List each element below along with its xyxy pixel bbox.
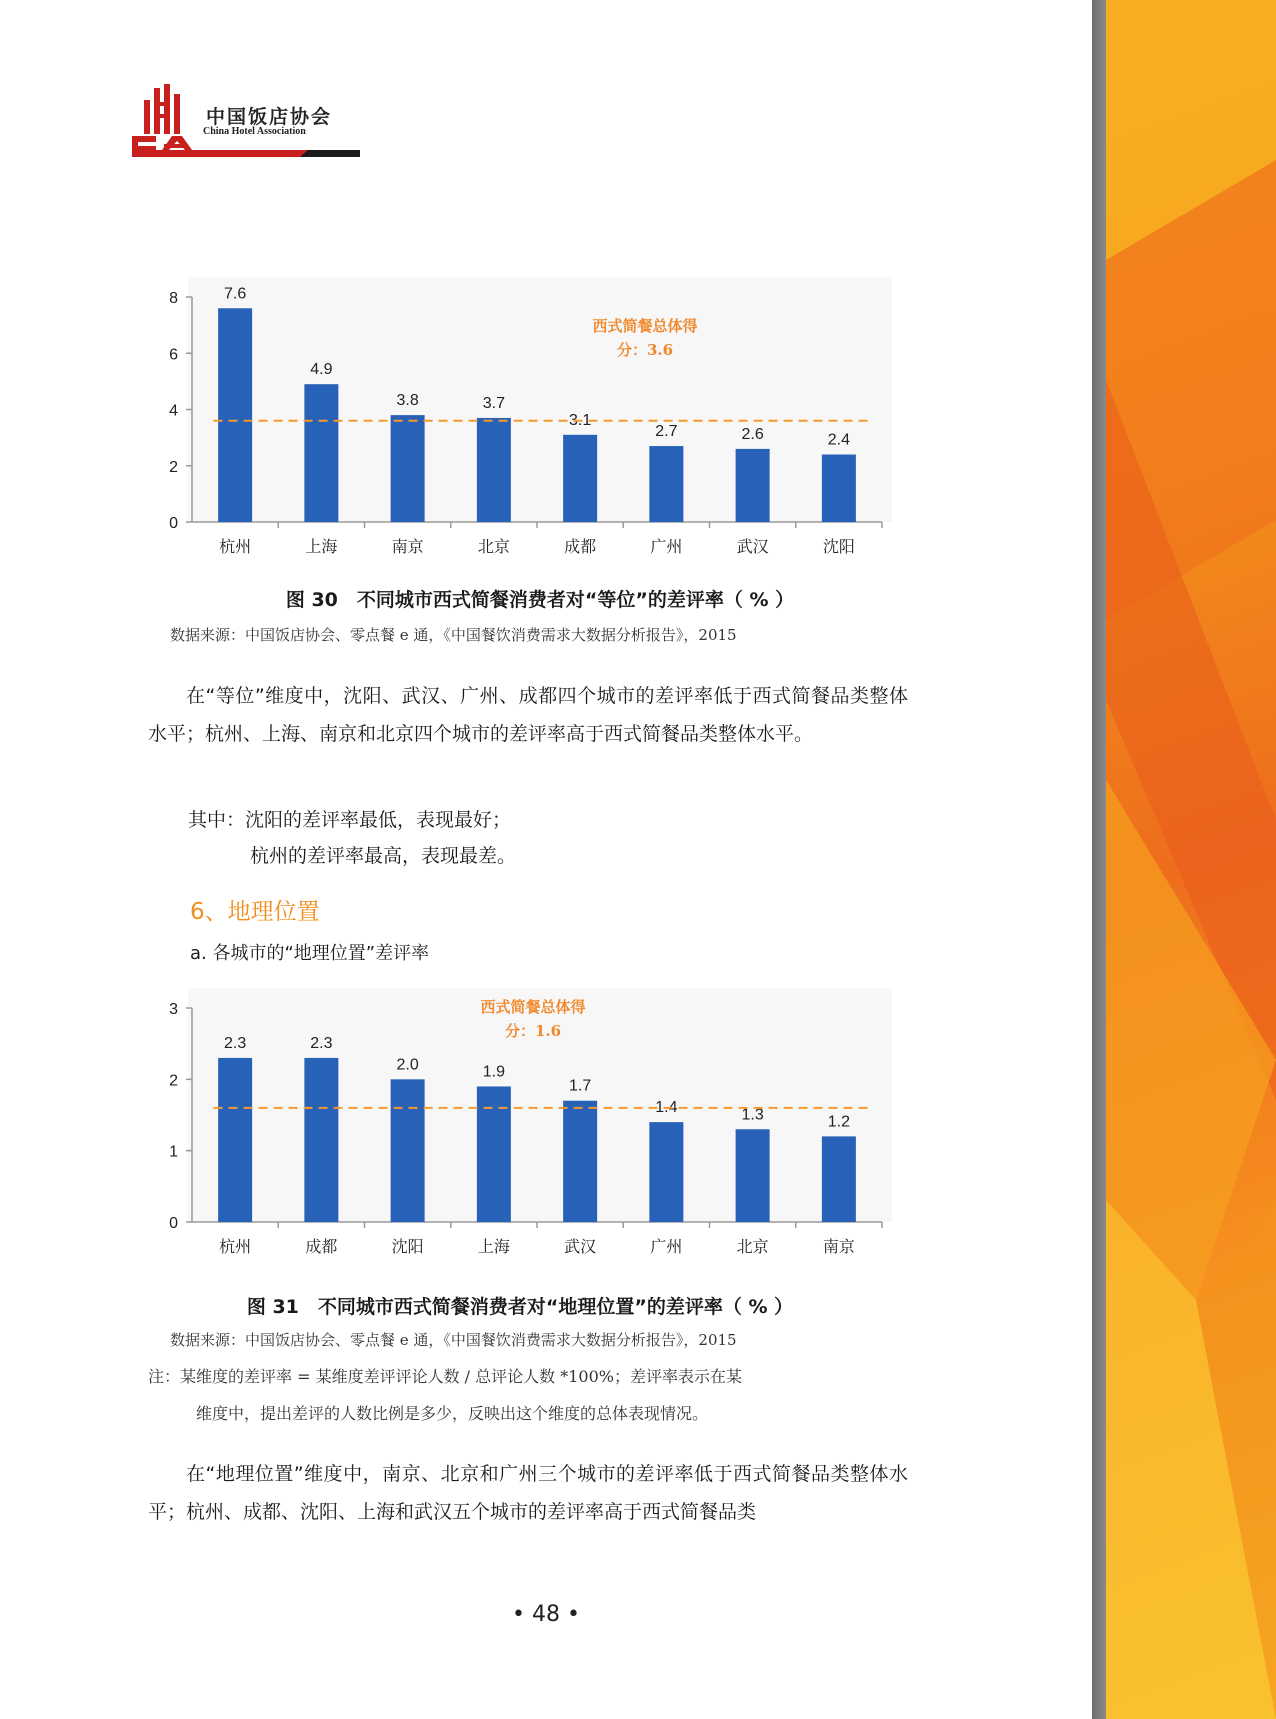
bar-沈阳	[391, 1079, 425, 1222]
bar-广州	[649, 1122, 683, 1222]
bar-杭州	[218, 1058, 252, 1222]
x-tick-label: 北京	[477, 537, 510, 556]
bar-南京	[391, 415, 425, 522]
y-tick-label: 2	[169, 1072, 178, 1090]
bar-沈阳	[822, 455, 856, 523]
section-heading: 6、地理位置	[190, 899, 320, 925]
data-label: 2.4	[827, 431, 850, 449]
side-orange-decoration	[1106, 0, 1276, 1719]
bar-上海	[477, 1086, 511, 1222]
y-tick-label: 6	[169, 346, 178, 364]
figure-30-bar-chart	[140, 275, 900, 565]
x-tick-label: 杭州	[219, 1237, 252, 1256]
bar-北京	[736, 1129, 770, 1222]
bar-武汉	[563, 1101, 597, 1222]
org-name-en: China Hotel Association	[203, 126, 306, 137]
x-tick-label: 武汉	[736, 537, 769, 556]
figure-30-source: 数据来源：中国饭店协会、零点餐 e 通，《中国餐饮消费需求大数据分析报告》，2015	[170, 626, 737, 644]
data-label: 2.0	[396, 1056, 419, 1074]
page-number: • 48 •	[512, 1602, 580, 1627]
bar-广州	[649, 446, 683, 522]
decorative-shapes	[1106, 0, 1276, 1719]
annotation-line2: 分：1.6	[504, 1022, 562, 1040]
y-tick-label: 8	[169, 290, 178, 307]
x-tick-label: 武汉	[564, 1237, 597, 1256]
y-tick-label: 2	[169, 458, 178, 476]
figure-30-svg	[140, 275, 900, 565]
data-label: 1.3	[741, 1106, 764, 1124]
x-tick-label: 上海	[477, 1237, 510, 1256]
y-tick-label: 1	[169, 1143, 178, 1161]
header-red-bar	[132, 150, 308, 157]
paragraph-location: 在“地理位置”维度中，南京、北京和广州三个城市的差评率低于西式简餐品类整体水平；杭州、成都、沈阳、上海和武汉五个城市的差评率高于西式简餐品类	[148, 1463, 908, 1523]
x-tick-label: 广州	[650, 1237, 683, 1256]
data-label: 2.6	[741, 425, 764, 443]
annotation-line1: 西式简餐总体得	[480, 998, 586, 1016]
x-tick-label: 南京	[822, 1237, 855, 1256]
x-tick-label: 北京	[736, 1237, 769, 1256]
paragraph-worst-line: 杭州的差评率最高，表现最差。	[250, 845, 517, 867]
data-label: 4.9	[310, 361, 333, 379]
figure-31-note-line2: 维度中，提出差评的人数比例是多少，反映出这个维度的总体表现情况。	[196, 1404, 709, 1423]
paragraph-best-line: 其中：沈阳的差评率最低，表现最好；	[188, 809, 512, 831]
data-label: 7.6	[224, 285, 247, 303]
data-label: 2.3	[224, 1034, 247, 1052]
y-tick-label: 4	[169, 402, 178, 420]
bar-武汉	[736, 449, 770, 522]
data-label: 2.3	[310, 1034, 333, 1052]
annotation-line1: 西式简餐总体得	[592, 317, 698, 335]
x-tick-label: 沈阳	[822, 537, 855, 556]
header-black-bar	[300, 150, 360, 157]
x-tick-label: 成都	[564, 537, 597, 556]
section-subheading: a. 各城市的“地理位置”差评率	[190, 943, 430, 964]
bar-杭州	[218, 308, 252, 522]
x-tick-label: 上海	[305, 537, 338, 556]
data-label: 3.8	[396, 392, 419, 410]
x-tick-label: 沈阳	[391, 1237, 424, 1256]
x-tick-label: 广州	[650, 537, 683, 556]
bar-北京	[477, 418, 511, 522]
figure-31-source: 数据来源：中国饭店协会、零点餐 e 通，《中国餐饮消费需求大数据分析报告》，2015	[170, 1331, 737, 1349]
data-label: 1.2	[827, 1113, 850, 1131]
bar-成都	[563, 435, 597, 522]
figure-31-caption: 图 31 不同城市西式简餐消费者对“地理位置”的差评率（ % ）	[246, 1296, 794, 1318]
figure-30-caption: 图 30 不同城市西式简餐消费者对“等位”的差评率（ % ）	[285, 589, 795, 611]
y-tick-label: 3	[169, 1001, 178, 1018]
figure-31-note-line1: 注：某维度的差评率 = 某维度差评评论人数 / 总评论人数 *100%；差评率表示在某	[148, 1367, 742, 1386]
org-name-cn: 中国饭店协会	[206, 106, 333, 128]
x-tick-label: 成都	[305, 1237, 338, 1256]
data-label: 3.7	[482, 394, 505, 412]
bar-成都	[304, 1058, 338, 1222]
paragraph-waiting: 在“等位”维度中，沈阳、武汉、广州、成都四个城市的差评率低于西式简餐品类整体水平；杭州、上海、南京和北京四个城市的差评率高于西式简餐品类整体水平。	[148, 685, 908, 745]
bar-上海	[304, 384, 338, 522]
bar-南京	[822, 1136, 856, 1222]
side-gray-band	[1092, 0, 1106, 1719]
plot-background	[188, 277, 892, 522]
annotation-line2: 分：3.6	[616, 341, 674, 359]
x-tick-label: 南京	[391, 537, 424, 556]
data-label: 3.1	[569, 411, 592, 429]
x-tick-label: 杭州	[219, 537, 252, 556]
data-label: 1.7	[569, 1077, 592, 1095]
data-label: 1.9	[482, 1063, 505, 1081]
figure-31-bar-chart	[140, 990, 900, 1270]
y-tick-label: 0	[169, 515, 178, 532]
y-tick-label: 0	[169, 1215, 178, 1232]
figure-31-svg	[140, 990, 900, 1270]
data-label: 2.7	[655, 423, 678, 441]
data-label: 1.4	[655, 1099, 678, 1117]
